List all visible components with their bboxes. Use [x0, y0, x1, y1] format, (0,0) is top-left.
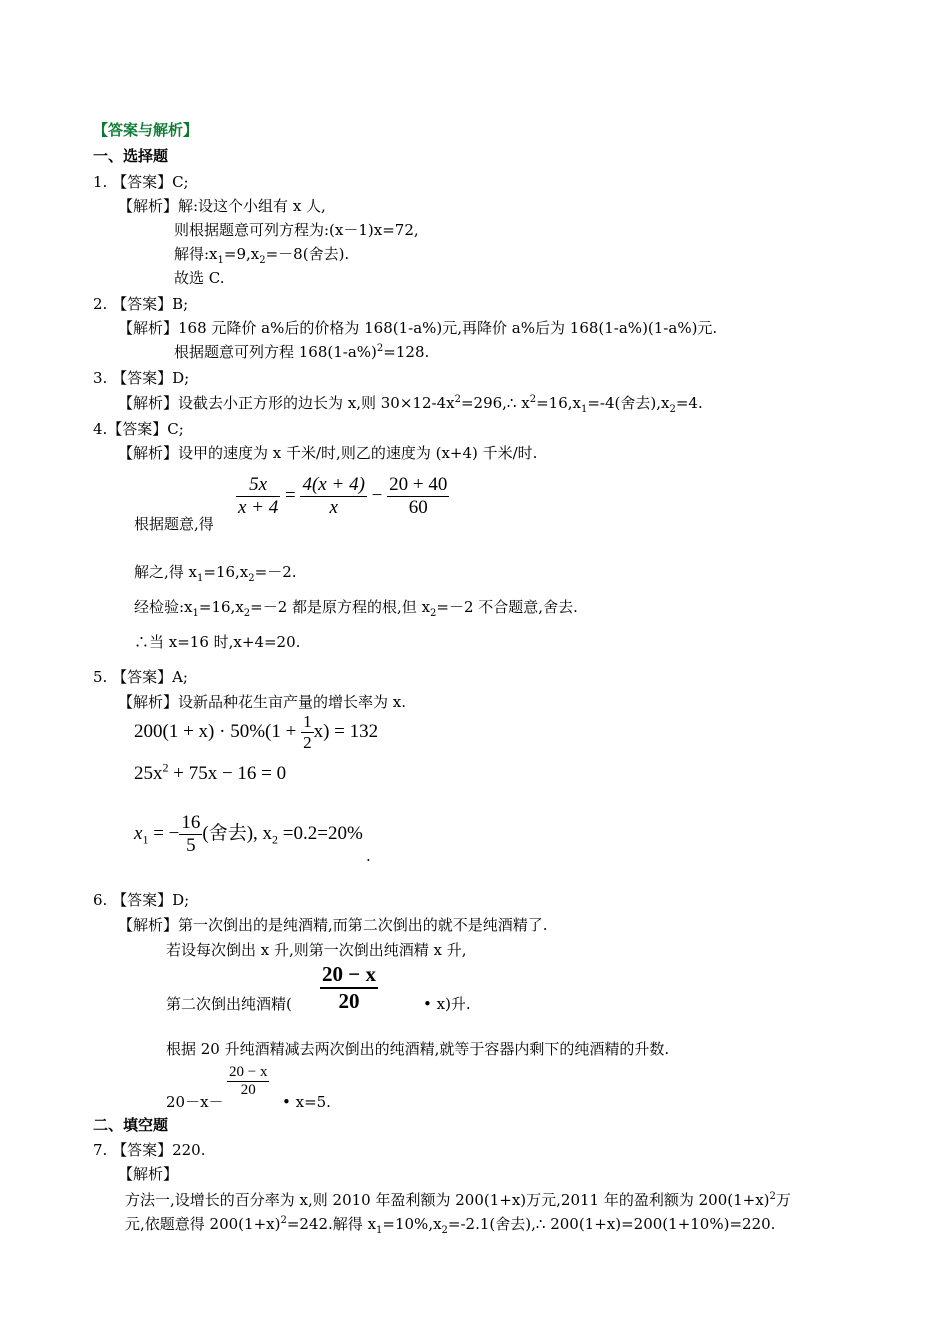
q5-equation1: 200(1 + x) · 50%(1 + $\frac{1}{2}$ x) = 132: [134, 712, 379, 752]
q5-answer: 5. 【答案】A;: [93, 668, 188, 686]
q2-analysis-line1: 【解析】168 元降价 a%后的价格为 168(1-a%)元,再降价 a%后为 168(1-a%)(1-a%)元.: [118, 319, 718, 337]
q4-analysis-line4: 经检验$:x_1=16,x_2=-2$ 都是原方程的根,但 $x_2=-2$ 不合题意,舍去.: [134, 598, 578, 619]
answers-header: 【答案与解析】: [93, 121, 199, 139]
q1-analysis-line4: 故选 C.: [174, 269, 225, 287]
q6-analysis-line5a: 20－x－: [166, 1093, 224, 1111]
q6-analysis-line3a: 第二次倒出纯酒精(: [166, 995, 292, 1013]
section-choice-title: 一、选择题: [93, 147, 169, 165]
q6-analysis-line3b: • x)升.: [423, 995, 471, 1013]
q4-analysis-line2: 根据题意,得: [134, 515, 214, 533]
q7-analysis-line1: 方法一,设增长的百分率为 x,则 2010 年盈利额为 200(1+x)万元,2011 年的盈利额为 $200(1+x)^2$万: [125, 1191, 791, 1209]
q1-answer: 1. 【答案】C;: [93, 173, 189, 191]
q3-answer: 3. 【答案】D;: [93, 369, 190, 387]
q4-analysis-line5: ∴当 x=16 时,x+4=20.: [134, 633, 301, 651]
q4-analysis-line1: 【解析】设甲的速度为 x 千米/时,则乙的速度为 (x+4) 千米/时.: [118, 444, 538, 462]
q3-analysis: 【解析】设截去小正方形的边长为 x,则 $30\times 12-4x^2=296,\therefore$ $x^2=16,x_1=-4$(舍去)$,x_2=4$.: [118, 394, 703, 415]
q6-analysis-line5b: • x=5.: [282, 1093, 331, 1111]
q6-answer: 6. 【答案】D;: [93, 891, 190, 909]
section-fill-title: 二、填空题: [93, 1116, 169, 1134]
q1-analysis-line3: 解得$:x_1=9,x_2=-8$(舍去).: [174, 245, 350, 266]
q5-analysis-line1: 【解析】设新品种花生亩产量的增长率为 x.: [118, 693, 406, 711]
q1-analysis-line2: 则根据题意可列方程为:(x－1)x=72,: [174, 221, 419, 239]
q6-big-fraction: $\frac{20 - x}{20}$: [322, 962, 376, 1013]
q2-analysis-line2: 根据题意可列方程 $168(1-a\%)^2=128$.: [174, 343, 430, 361]
q5-period: .: [366, 847, 371, 865]
q6-analysis-line2: 若设每次倒出 x 升,则第一次倒出纯酒精 x 升,: [166, 941, 467, 959]
q4-analysis-line3: 解之,得 $x_1=16,x_2=-2$.: [134, 563, 297, 584]
q1-analysis-line1: 【解析】解:设这个小组有 x 人,: [118, 197, 326, 215]
q4-answer: 4.【答案】C;: [93, 420, 184, 438]
q5-equation2: $25x^2 + 75x - 16 = 0$: [134, 760, 287, 784]
q6-analysis-line1: 【解析】第一次倒出的是纯酒精,而第二次倒出的就不是纯酒精了.: [118, 916, 548, 934]
q4-equation: $\frac{5x}{x + 4}$ = $\frac{4(x + 4)}{x}$ − $\frac{20 + 40}{60}$: [238, 474, 448, 518]
q2-answer: 2. 【答案】B;: [93, 295, 189, 313]
q7-analysis-line2: 元,依题意得 $200(1+x)^2=242$.解得 $x_1=10\%,x_2=-2.1$(舍去),∴ 200(1+x)=200(1+10%)=220.: [125, 1215, 776, 1236]
q5-equation3: $x_1$ = − $\frac{16}{5}$ (舍去), $x_2 =0.2=20\%$: [134, 812, 363, 856]
q7-answer: 7. 【答案】220.: [93, 1141, 206, 1159]
q6-small-fraction: $\frac{20 - x}{20}$: [229, 1064, 268, 1098]
q7-analysis-label: 【解析】: [118, 1165, 179, 1183]
q6-analysis-line4: 根据 20 升纯酒精减去两次倒出的纯酒精,就等于容器内剩下的纯酒精的升数.: [166, 1040, 670, 1058]
